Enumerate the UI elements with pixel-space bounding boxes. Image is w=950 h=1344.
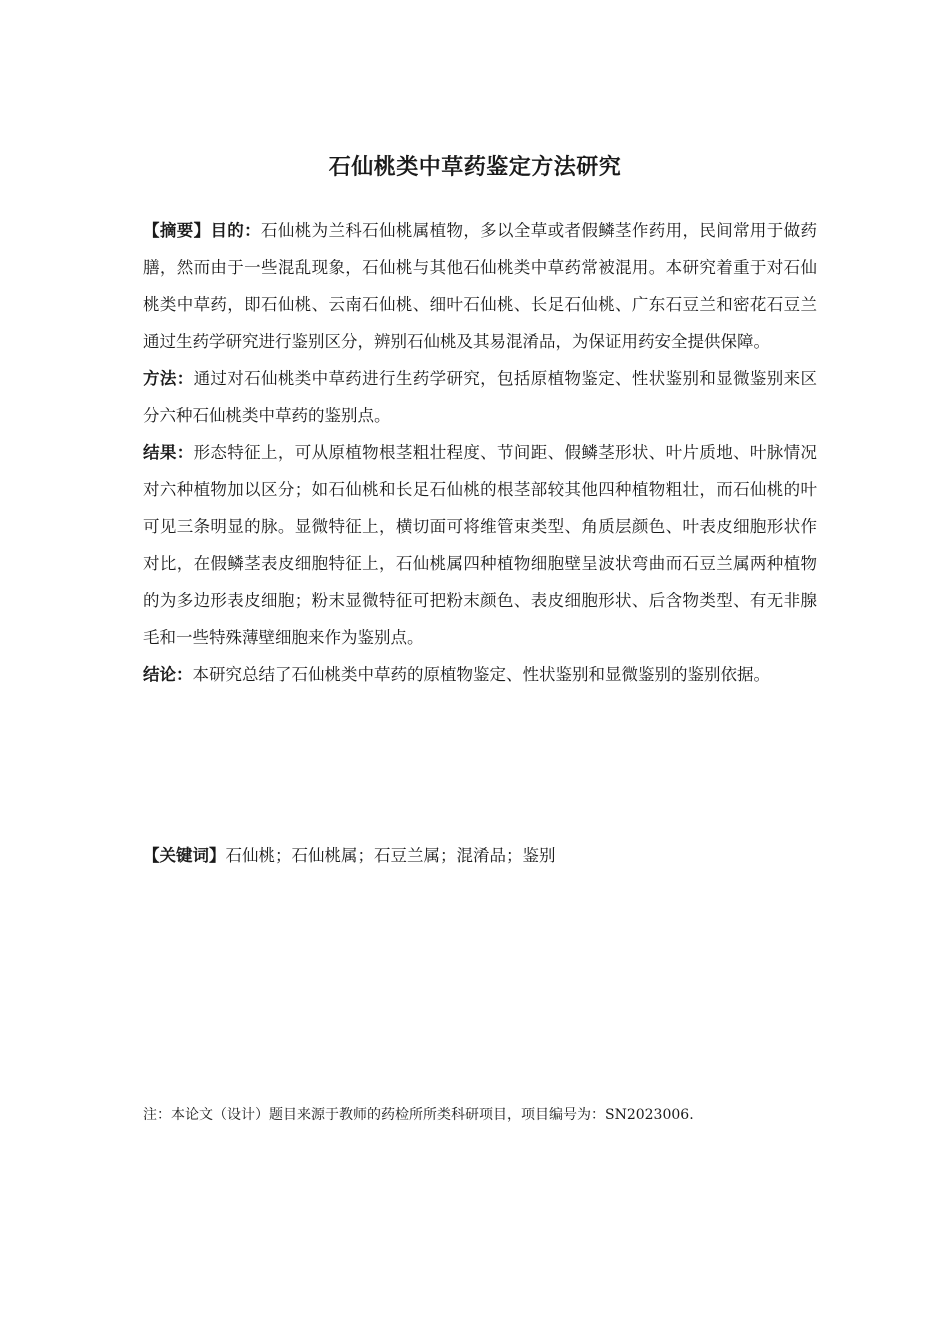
objective-text: 石仙桃为兰科石仙桃属植物，多以全草或者假鳞茎作药用，民间常用于做药膳，然而由于一些混乱现象，石仙桃与其他石仙桃类中草药常被混用。本研究着重于对石仙桃类中草药，即石仙桃、云南石仙桃、细叶石仙桃、长足石仙桃、广东石豆兰和密花石豆兰通过生药学研究进行鉴别区分，辨别石仙桃及其易混淆品，为保证用药安全提供保障。 — [143, 221, 818, 351]
conclusion-text: 本研究总结了石仙桃类中草药的原植物鉴定、性状鉴别和显微鉴别的鉴别依据。 — [192, 665, 770, 684]
method-label: 方法： — [143, 369, 194, 388]
page-title: 石仙桃类中草药鉴定方法研究 — [328, 155, 622, 180]
result-text: 形态特征上，可从原植物根茎粗壮程度、节间距、假鳞茎形状、叶片质地、叶脉情况对六种植物加以区分；如石仙桃和长足石仙桃的根茎部较其他四种植物粗壮，而石仙桃的叶可见三条明显的脉。显微特征上，横切面可将维管束类型、角质层颜色、叶表皮细胞形状作对比，在假鳞茎表皮细胞特征上，石仙桃属四种植物细胞壁呈波状弯曲而石豆兰属两种植物的为多边形表皮细胞；粉末显微特征可把粉末颜色、表皮细胞形状、后含物类型、有无非腺毛和一些特殊薄壁细胞来作为鉴别点。 — [143, 443, 818, 647]
result-label: 结果： — [143, 443, 194, 462]
abstract-label: 【摘要】 — [143, 221, 211, 240]
abstract-result-paragraph — [143, 434, 817, 656]
method-text: 通过对石仙桃类中草药进行生药学研究，包括原植物鉴定、性状鉴别和显微鉴别来区分六种石仙桃类中草药的鉴别点。 — [143, 369, 818, 425]
abstract-objective-paragraph — [143, 212, 817, 360]
conclusion-label: 结论： — [143, 665, 193, 684]
keywords-label: 【关键词】 — [143, 846, 226, 865]
abstract-section — [143, 212, 817, 693]
keywords-text: 石仙桃；石仙桃属；石豆兰属；混淆品；鉴别 — [225, 846, 556, 865]
abstract-method-paragraph — [143, 360, 817, 434]
objective-label: 目的： — [210, 221, 262, 240]
footnote: 注：本论文（设计）题目来源于教师的药检所所类科研项目，项目编号为：SN2023006. — [143, 1107, 694, 1123]
abstract-conclusion-paragraph — [143, 656, 817, 693]
keywords-line — [143, 837, 817, 874]
